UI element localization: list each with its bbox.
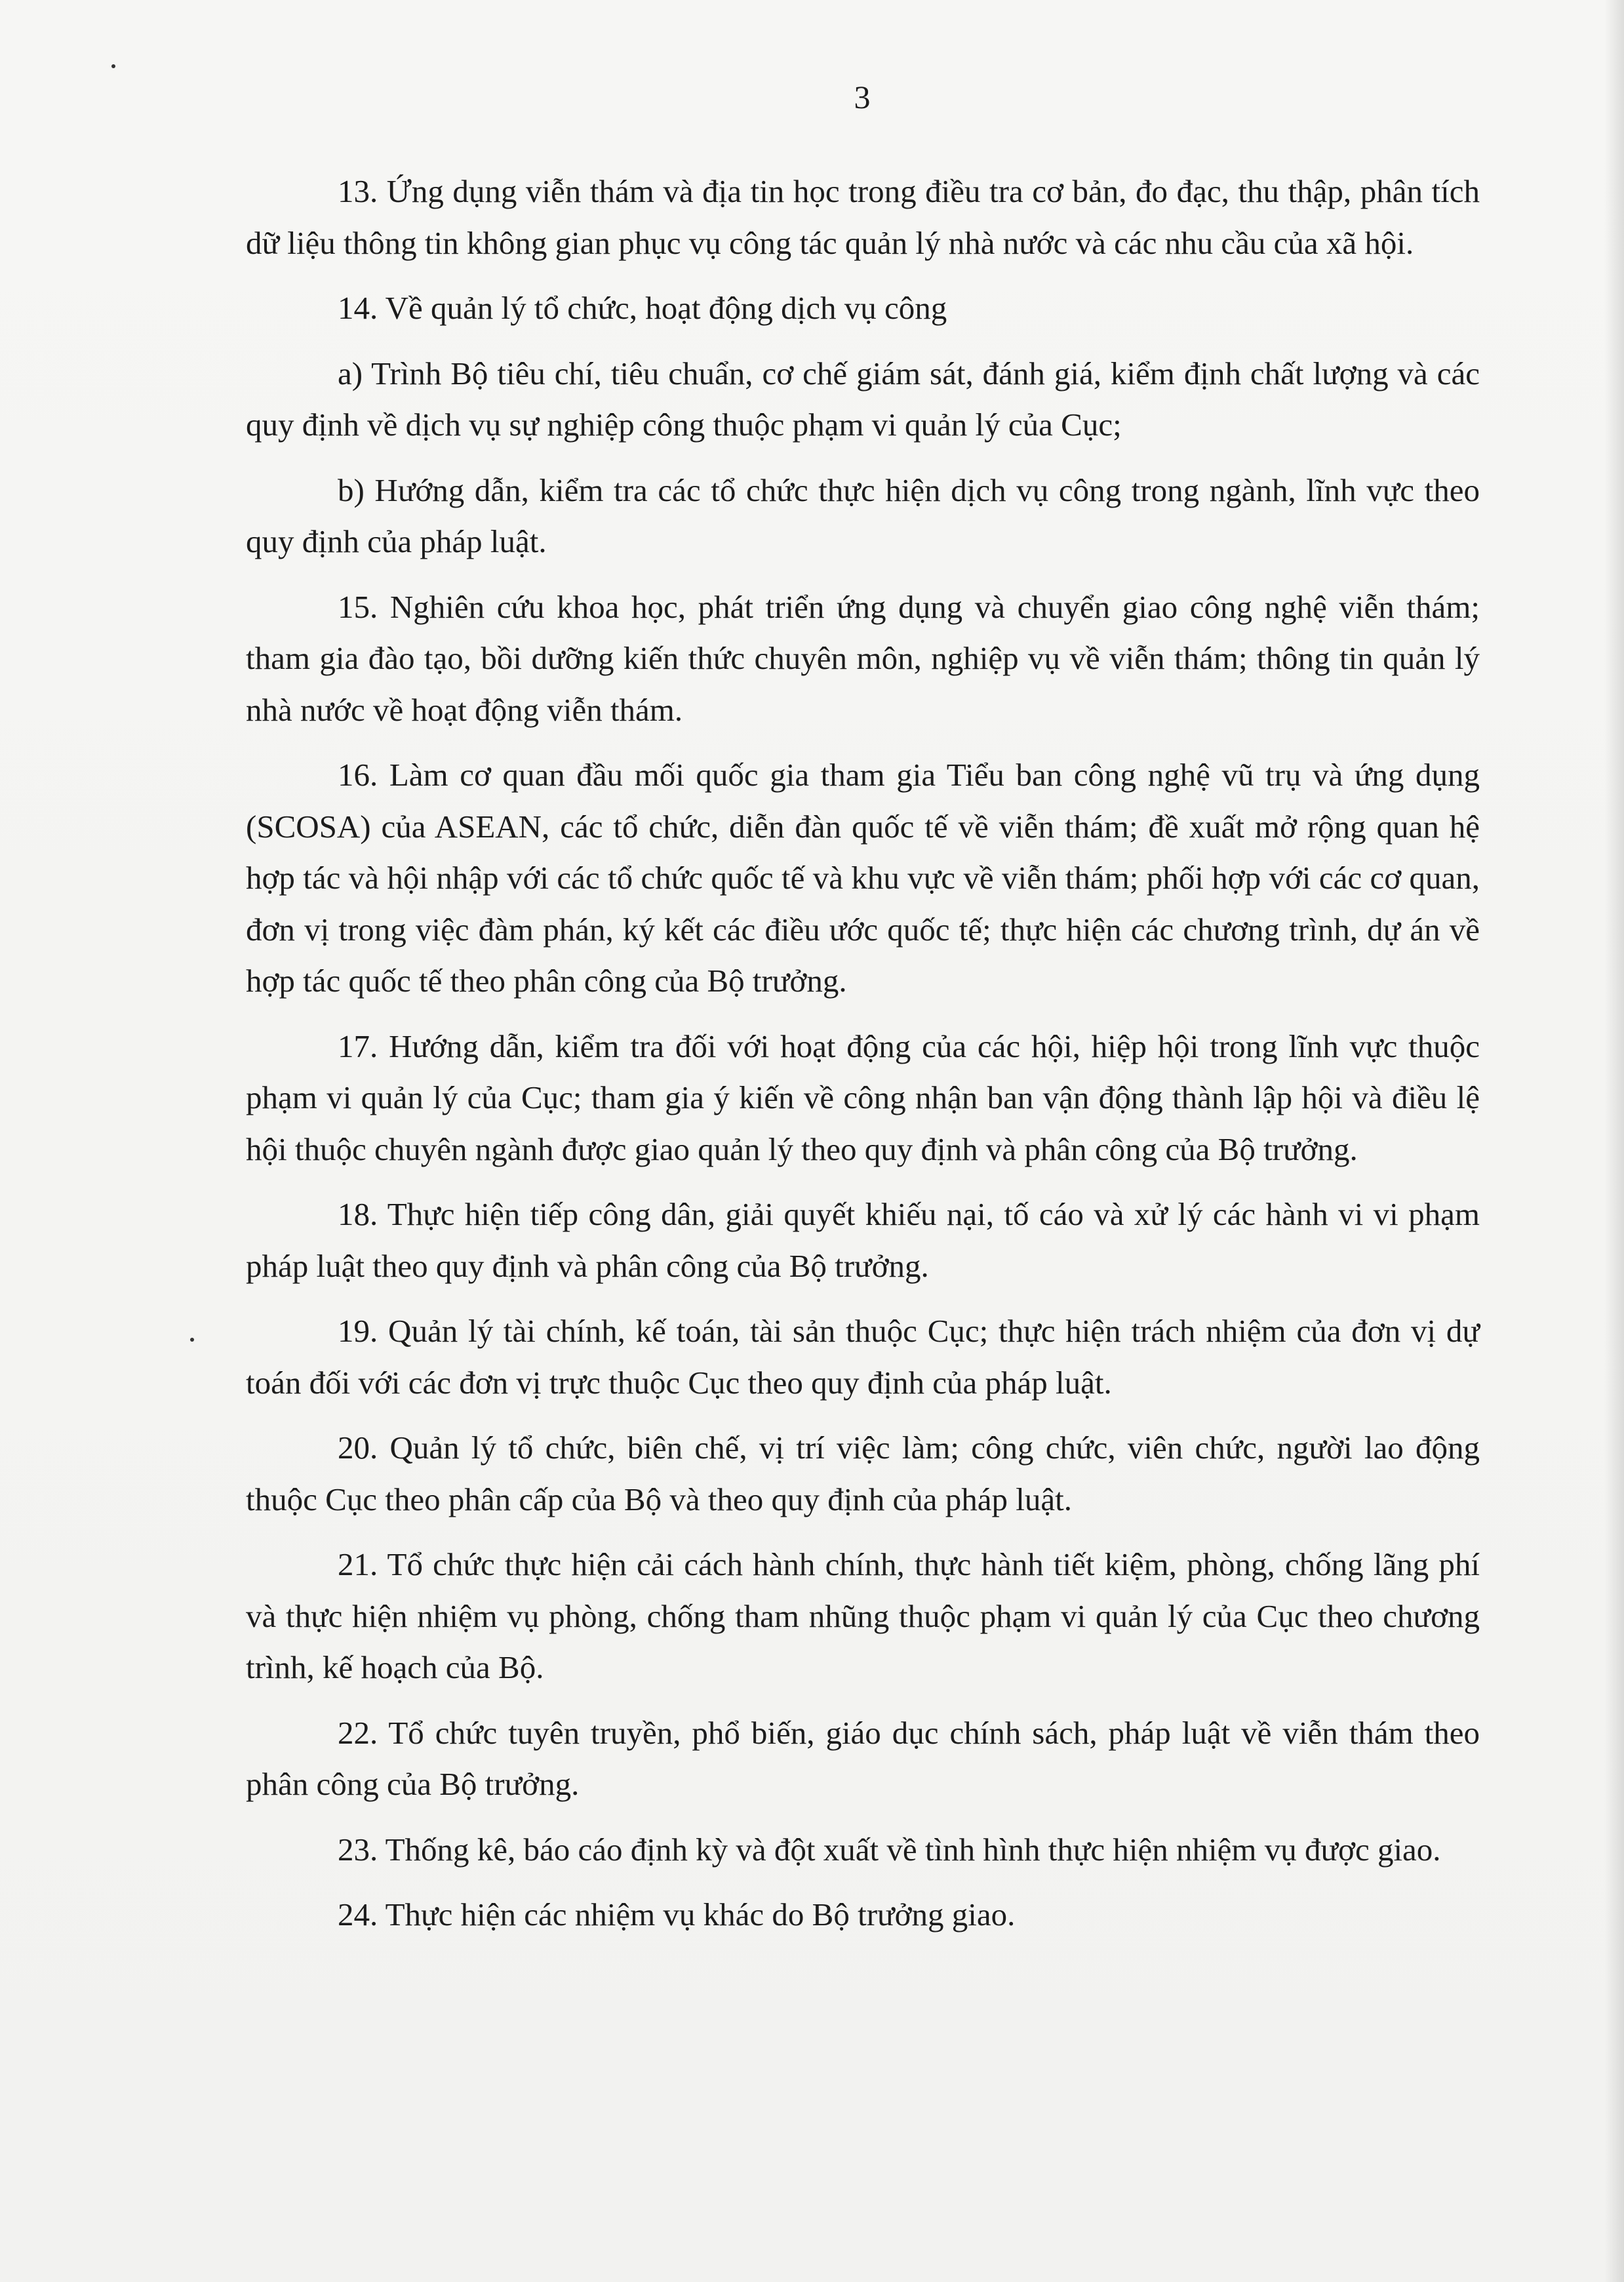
paragraph-13: 13. Ứng dụng viễn thám và địa tin học trong điều tra cơ bản, đo đạc, thu thập, phân tích dữ liệu thông tin không gian phục vụ công tác quản lý nhà nước và các nhu cầu của xã hội. (246, 173, 1480, 261)
scan-page-edge (1604, 0, 1624, 2282)
paragraph-17: 17. Hướng dẫn, kiểm tra đối với hoạt động của các hội, hiệp hội trong lĩnh vực thuộc phạm vi quản lý của Cục; tham gia ý kiến về công nhận ban vận động thành lập hội và điều lệ hội thuộc chuyên ngành được giao quản lý theo quy định và phân công của Bộ trưởng. (246, 1028, 1480, 1167)
scan-speck (111, 64, 115, 68)
paragraph-19: 19. Quản lý tài chính, kế toán, tài sản thuộc Cục; thực hiện trách nhiệm của đơn vị dự toán đối với các đơn vị trực thuộc Cục theo quy định của pháp luật. (246, 1313, 1480, 1401)
paragraph-18: 18. Thực hiện tiếp công dân, giải quyết khiếu nại, tố cáo và xử lý các hành vi vi phạm pháp luật theo quy định và phân công của Bộ trưởng. (246, 1196, 1480, 1284)
document-body (246, 166, 1480, 1941)
paragraph-14b: b) Hướng dẫn, kiểm tra các tổ chức thực hiện dịch vụ công trong ngành, lĩnh vực theo quy định của pháp luật. (246, 471, 1480, 559)
paragraph-24: 24. Thực hiện các nhiệm vụ khác do Bộ trưởng giao. (338, 1896, 1016, 1932)
scan-speck (190, 1338, 194, 1342)
paragraph-15: 15. Nghiên cứu khoa học, phát triển ứng dụng và chuyển giao công nghệ viễn thám; tham gia đào tạo, bồi dưỡng kiến thức chuyên môn, nghiệp vụ về viễn thám; thông tin quản lý nhà nước về hoạt động viễn thám. (246, 588, 1480, 728)
paragraph-16: 16. Làm cơ quan đầu mối quốc gia tham gia Tiểu ban công nghệ vũ trụ và ứng dụng (SCOSA) của ASEAN, các tổ chức, diễn đàn quốc tế về viễn thám; đề xuất mở rộng quan hệ hợp tác và hội nhập với các tổ chức quốc tế và khu vực về viễn thám; phối hợp với các cơ quan, đơn vị trong việc đàm phán, ký kết các điều ước quốc tế; thực hiện các chương trình, dự án về hợp tác quốc tế theo phân công của Bộ trưởng. (246, 757, 1480, 999)
paragraph-20: 20. Quản lý tổ chức, biên chế, vị trí việc làm; công chức, viên chức, người lao động thuộc Cục theo phân cấp của Bộ và theo quy định của pháp luật. (246, 1430, 1480, 1517)
paragraph-22: 22. Tổ chức tuyên truyền, phổ biến, giáo dục chính sách, pháp luật về viễn thám theo phân công của Bộ trưởng. (246, 1714, 1480, 1802)
paragraph-14: 14. Về quản lý tổ chức, hoạt động dịch vụ công (338, 290, 947, 326)
page-number: 3 (854, 79, 871, 115)
paragraph-21: 21. Tổ chức thực hiện cải cách hành chính, thực hành tiết kiệm, phòng, chống lãng phí và thực hiện nhiệm vụ phòng, chống tham nhũng thuộc phạm vi quản lý của Cục theo chương trình, kế hoạch của Bộ. (246, 1546, 1480, 1685)
paragraph-14a: a) Trình Bộ tiêu chí, tiêu chuẩn, cơ chế giám sát, đánh giá, kiểm định chất lượng và các quy định về dịch vụ sự nghiệp công thuộc phạm vi quản lý của Cục; (246, 355, 1480, 443)
paragraph-23: 23. Thống kê, báo cáo định kỳ và đột xuất về tình hình thực hiện nhiệm vụ được giao. (338, 1831, 1441, 1868)
